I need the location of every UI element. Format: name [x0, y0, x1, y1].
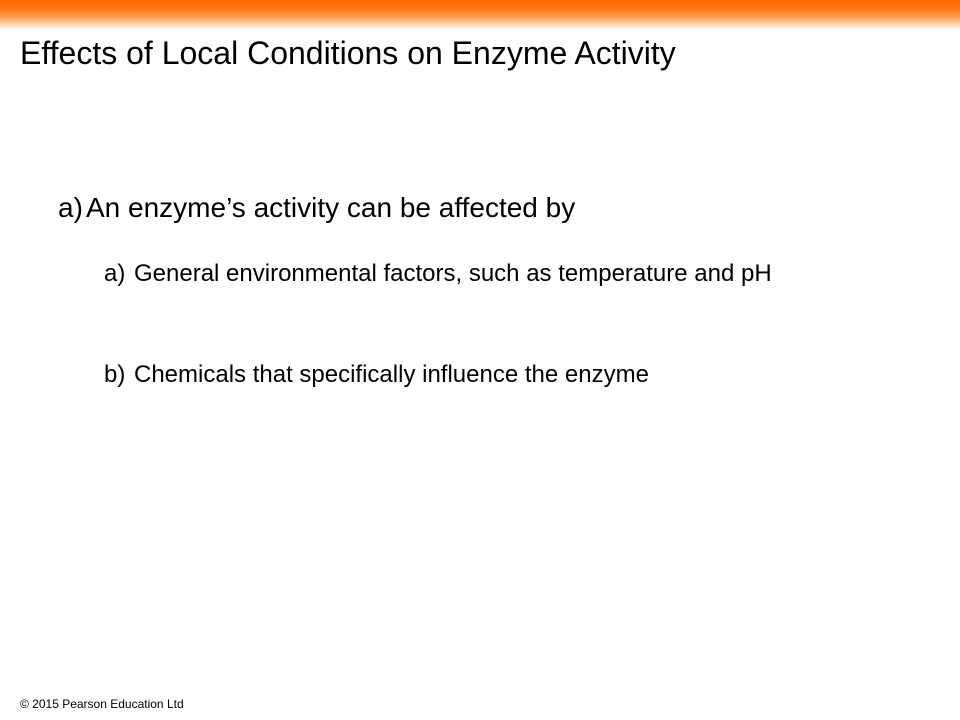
slide-title: Effects of Local Conditions on Enzyme Activity [20, 35, 676, 71]
sub-bullet-item [104, 256, 894, 292]
sub-bullet-text: General environmental factors, such as temperature and pH [134, 260, 772, 287]
copyright-footer: © 2015 Pearson Education Ltd [20, 697, 184, 711]
sub-bullet-item [104, 357, 894, 393]
bullet-item [58, 188, 575, 228]
sub-bullet-marker: b) [104, 361, 126, 388]
sub-bullet-marker: a) [104, 260, 126, 287]
bullet-text: An enzyme’s activity can be affected by [86, 192, 576, 223]
slide-header-bar [0, 0, 960, 30]
sub-bullet-text: Chemicals that specifically influence the enzyme [134, 361, 649, 388]
bullet-marker: a) [58, 192, 83, 223]
